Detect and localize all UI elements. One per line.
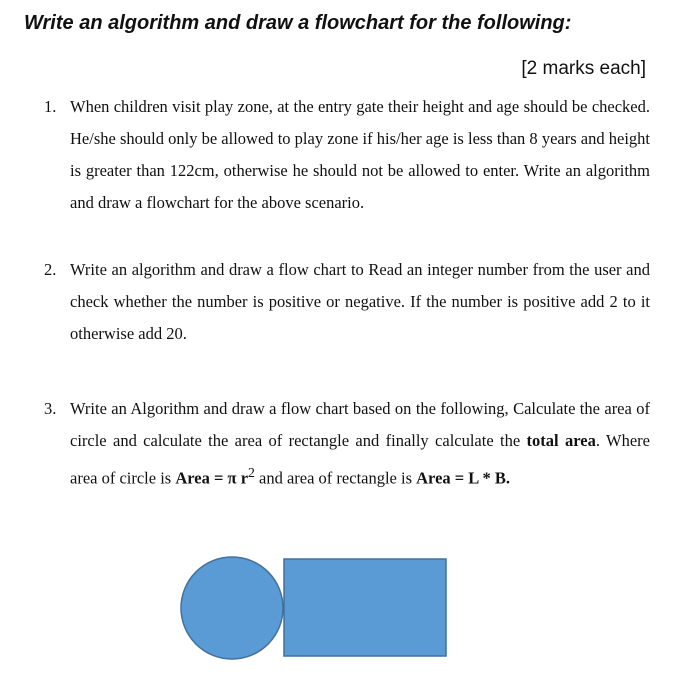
question-text: Write an algorithm and draw a flow chart to Read an integer number from the user and check whether the number is positive or negative. If the number is positive add 2 to it otherwise add 20. <box>70 260 650 343</box>
question-text: When children visit play zone, at the entry gate their height and age should be checked. He/she should only be allowed to play zone if his/her age is less than 8 years and height is greater than 122cm, otherwise he should not be allowed to enter. Write an algorithm and draw a flowchart for the above scenario. <box>70 97 650 212</box>
question-number: 3. <box>44 399 57 418</box>
shapes-figure <box>180 556 450 664</box>
question-2 <box>44 254 650 350</box>
question-number: 1. <box>44 97 57 116</box>
circle-area-formula: Area = π r <box>175 468 249 488</box>
question-text-part: . Where area of circle is <box>70 431 650 488</box>
bold-total-area: total area <box>526 431 596 450</box>
circle-shape <box>181 557 283 659</box>
question-1 <box>44 91 650 219</box>
marks-note: [2 marks each] <box>521 58 646 79</box>
question-3 <box>44 393 650 495</box>
question-text <box>70 393 650 495</box>
question-text-part: Write an Algorithm and draw a flow chart based on the following, Calculate the area of circle and calculate the area of rectangle and finally calculate the <box>70 399 650 450</box>
squared-superscript: 2 <box>248 465 255 480</box>
rectangle-area-formula: Area = L * B. <box>416 468 511 488</box>
page-heading: Write an algorithm and draw a flowchart for the following: <box>24 12 572 34</box>
rectangle-shape <box>284 559 446 656</box>
question-number: 2. <box>44 260 57 279</box>
question-text-part: and area of rectangle is <box>254 468 417 488</box>
